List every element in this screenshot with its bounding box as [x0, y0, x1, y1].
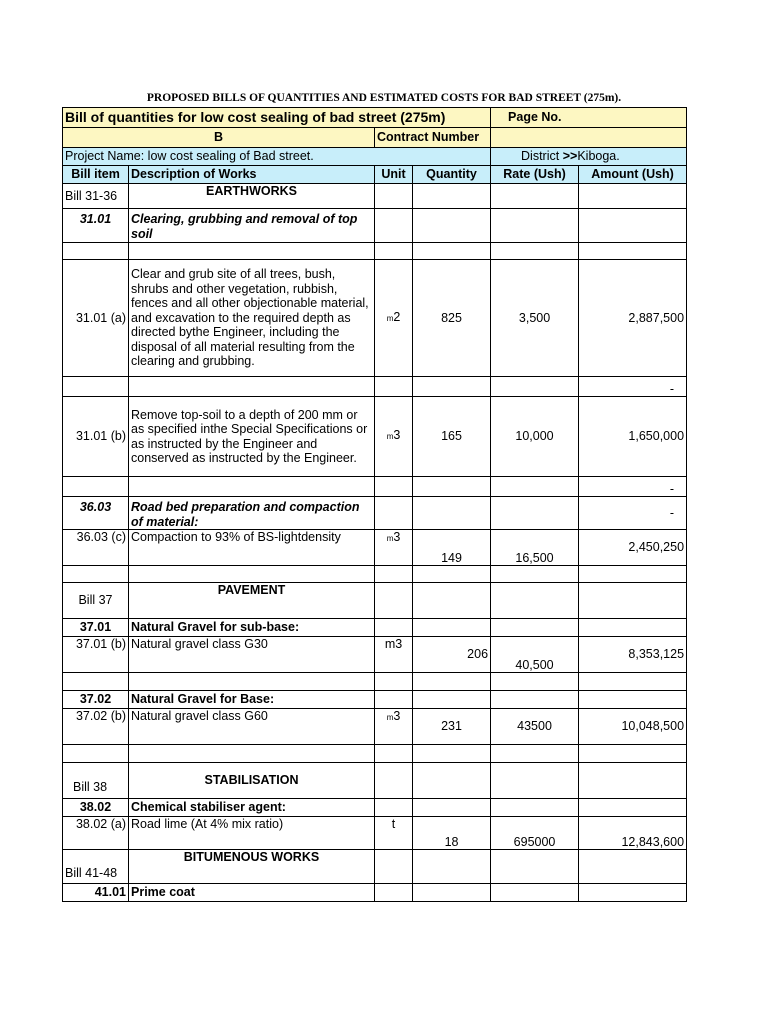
unit-power: 2	[393, 309, 401, 324]
item-rate: 10,000	[491, 397, 579, 477]
item-description: Compaction to 93% of BS-lightdensity	[129, 530, 375, 566]
item-amount: -	[579, 497, 687, 530]
item-code: 31.01 (a)	[63, 260, 129, 377]
item-rate: 40,500	[491, 637, 579, 673]
item-description: Road lime (At 4% mix ratio)	[129, 817, 375, 850]
district-arrow: >>	[562, 149, 578, 164]
table-row	[63, 763, 687, 799]
item-code: 38.02 (a)	[63, 817, 129, 850]
table-row	[63, 209, 687, 243]
item-code: 37.02	[63, 691, 129, 709]
item-amount: 12,843,600	[579, 817, 687, 850]
page-no-label: Page No.	[491, 108, 579, 128]
item-rate: 3,500	[491, 260, 579, 377]
table-row	[63, 583, 687, 619]
unit-base: m	[386, 432, 394, 442]
table-row	[63, 377, 687, 397]
item-quantity: 149	[413, 530, 491, 566]
column-header-row	[63, 166, 687, 184]
item-amount: 8,353,125	[579, 637, 687, 673]
item-amount: 2,887,500	[579, 260, 687, 377]
item-rate: 695000	[491, 817, 579, 850]
col-amount: Amount (Ush)	[579, 166, 687, 184]
item-title: Clearing, grubbing and removal of top soil	[129, 209, 375, 243]
table-row	[63, 497, 687, 530]
item-amount: -	[579, 477, 687, 497]
bill-code: Bill 38	[63, 763, 129, 799]
col-rate: Rate (Ush)	[491, 166, 579, 184]
item-unit: t	[375, 817, 413, 850]
item-title: Prime coat	[129, 884, 375, 902]
table-row	[63, 477, 687, 497]
boq-title: Bill of quantities for low cost sealing of bad street (275m)	[63, 108, 491, 128]
item-description: Natural gravel class G60	[129, 709, 375, 745]
unit-power: 3	[393, 530, 401, 544]
item-title: Road bed preparation and compaction of material:	[129, 497, 375, 530]
table-row	[63, 619, 687, 637]
item-code: 38.02	[63, 799, 129, 817]
table-row	[63, 530, 687, 566]
item-title: Chemical stabiliser agent:	[129, 799, 375, 817]
item-code: 36.03 (c)	[63, 530, 129, 566]
item-code: 41.01	[63, 884, 129, 902]
table-row	[63, 243, 687, 260]
item-quantity: 18	[413, 817, 491, 850]
item-description: Remove top-soil to a depth of 200 mm or as specified inthe Special Specifications or as instructed by the Engineer and conserved as instructed by the Engineer.	[129, 397, 375, 477]
contract-row	[63, 128, 687, 148]
bill-of-quantities-table	[62, 107, 687, 902]
table-row	[63, 850, 687, 884]
item-description: Clear and grub site of all trees, bush, shrubs and other vegetation, rubbish, fences and all other objectionable material, and excavation to the required depth as directed bythe Engineer, including the disposal of all material resulting from the clearing and grubbing.	[129, 260, 375, 377]
item-unit	[375, 260, 413, 377]
section-letter: B	[63, 128, 375, 148]
project-name: Project Name: low cost sealing of Bad street.	[63, 148, 491, 166]
table-row	[63, 566, 687, 583]
unit-base: m	[386, 534, 394, 543]
section-heading: STABILISATION	[129, 763, 375, 799]
col-unit: Unit	[375, 166, 413, 184]
bill-code: Bill 31-36	[63, 184, 129, 209]
document-title: PROPOSED BILLS OF QUANTITIES AND ESTIMATED COSTS FOR BAD STREET (275m).	[146, 92, 622, 104]
table-row	[63, 709, 687, 745]
item-quantity: 825	[413, 260, 491, 377]
unit-power: 3	[393, 709, 401, 723]
table-row	[63, 799, 687, 817]
item-rate: 16,500	[491, 530, 579, 566]
item-title: Natural Gravel for Base:	[129, 691, 375, 709]
item-code: 31.01	[63, 209, 129, 243]
item-unit	[375, 530, 413, 566]
bill-code: Bill 37	[63, 583, 129, 619]
table-row	[63, 817, 687, 850]
section-heading: EARTHWORKS	[129, 184, 375, 209]
contract-number-label: Contract Number	[375, 128, 491, 148]
col-bill-item: Bill item	[63, 166, 129, 184]
district-value: Kiboga.	[577, 149, 620, 164]
contract-number-value	[491, 128, 687, 148]
item-description: Natural gravel class G30	[129, 637, 375, 673]
item-unit: m3	[375, 637, 413, 673]
col-quantity: Quantity	[413, 166, 491, 184]
unit-power: 3	[393, 428, 401, 443]
table-row	[63, 691, 687, 709]
district-label: District	[521, 149, 560, 164]
item-quantity: 231	[413, 709, 491, 745]
table-row	[63, 397, 687, 477]
page-no-value	[579, 108, 687, 128]
item-amount: 1,650,000	[579, 397, 687, 477]
unit-base: m	[386, 713, 394, 722]
section-heading: PAVEMENT	[129, 583, 375, 619]
item-code: 37.01 (b)	[63, 637, 129, 673]
item-title: Natural Gravel for sub-base:	[129, 619, 375, 637]
item-rate: 43500	[491, 709, 579, 745]
table-row	[63, 184, 687, 209]
table-row	[63, 884, 687, 902]
item-unit	[375, 709, 413, 745]
table-row	[63, 745, 687, 763]
item-code: 36.03	[63, 497, 129, 530]
item-code: 37.02 (b)	[63, 709, 129, 745]
boq-title-row	[63, 108, 687, 128]
item-amount: 2,450,250	[579, 530, 687, 566]
item-unit	[375, 397, 413, 477]
item-amount: -	[579, 377, 687, 397]
section-heading: BITUMENOUS WORKS	[129, 850, 375, 884]
item-code: 37.01	[63, 619, 129, 637]
project-row	[63, 148, 687, 166]
table-row	[63, 673, 687, 691]
item-quantity: 165	[413, 397, 491, 477]
item-code: 31.01 (b)	[63, 397, 129, 477]
item-quantity: 206	[413, 637, 491, 673]
district	[491, 148, 687, 166]
bill-code: Bill 41-48	[63, 850, 129, 884]
table-row	[63, 260, 687, 377]
col-description: Description of Works	[129, 166, 375, 184]
unit-base: m	[386, 313, 394, 323]
table-row	[63, 637, 687, 673]
item-amount: 10,048,500	[579, 709, 687, 745]
